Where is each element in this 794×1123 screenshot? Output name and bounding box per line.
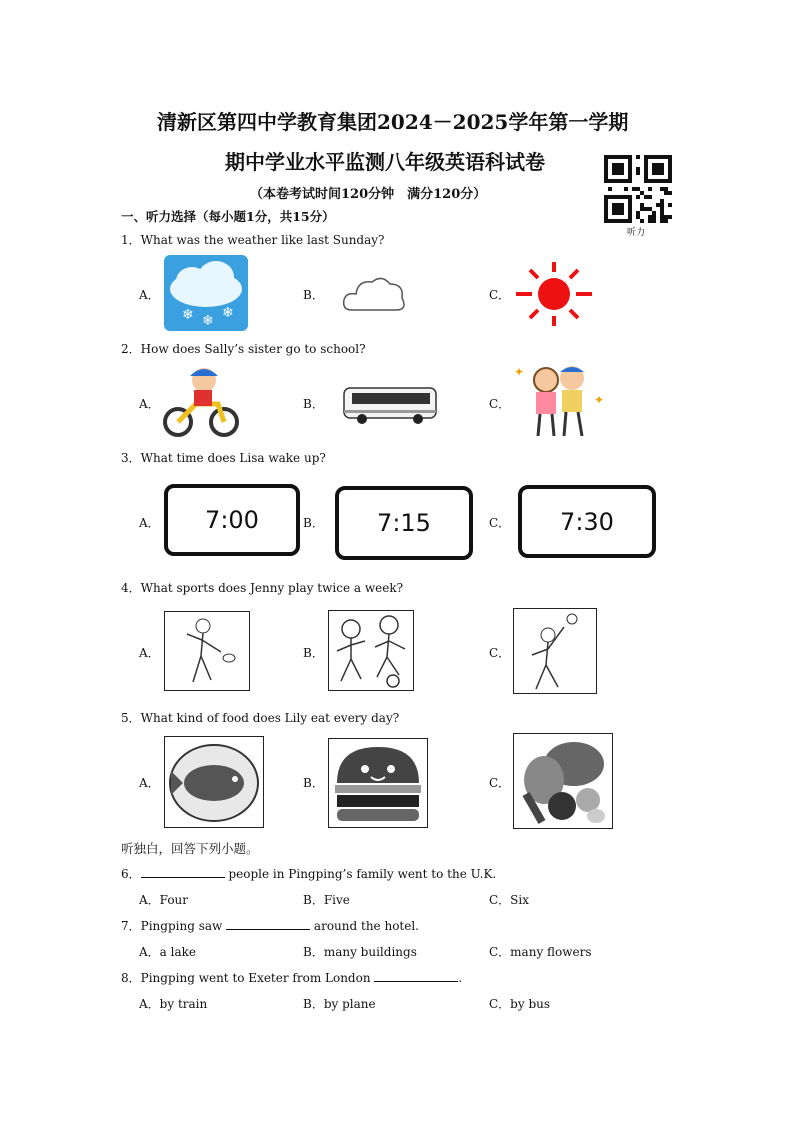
qr-code-icon[interactable] xyxy=(604,155,672,223)
q8-option-a[interactable]: A．by train xyxy=(139,997,208,1011)
q7-option-a[interactable]: A．a lake xyxy=(139,945,197,959)
question-number: 2． xyxy=(121,342,141,356)
q7-option-c[interactable]: C．many flowers xyxy=(489,945,592,959)
question-7 xyxy=(121,917,419,934)
bus-icon xyxy=(342,384,438,426)
soccer-players-icon xyxy=(328,610,414,691)
question-4 xyxy=(121,579,403,596)
question-text: people in Pingping’s family went to the U.K. xyxy=(224,867,497,881)
q1-option-b[interactable]: B． xyxy=(303,288,324,302)
question-text: What sports does Jenny play twice a week? xyxy=(140,581,404,595)
answer-blank[interactable] xyxy=(141,867,225,878)
q5-option-c[interactable]: C． xyxy=(489,776,511,790)
q8-option-b[interactable]: B．by plane xyxy=(303,997,376,1011)
q4-option-a[interactable]: A． xyxy=(139,646,160,660)
q8-option-c[interactable]: C．by bus xyxy=(489,997,551,1011)
monologue-intro: 听独白，回答下列小题。 xyxy=(121,841,259,856)
q2-option-a[interactable]: A． xyxy=(139,397,160,411)
svg-text:✦: ✦ xyxy=(514,365,525,379)
question-number: 3． xyxy=(121,451,141,465)
q6-option-a[interactable]: A．Four xyxy=(139,893,189,907)
q5-option-a[interactable]: A． xyxy=(139,776,160,790)
q2-option-b[interactable]: B． xyxy=(303,397,324,411)
sun-icon xyxy=(514,260,594,328)
question-text: What was the weather like last Sunday? xyxy=(140,233,385,247)
answer-blank[interactable] xyxy=(226,919,310,930)
exam-title-line1: 清新区第四中学教育集团2024－2025学年第一学期 xyxy=(157,110,629,134)
question-text-before: Pingping went to Exeter from London xyxy=(140,971,375,985)
question-text-after: around the hotel. xyxy=(310,919,419,933)
q2-option-c[interactable]: C． xyxy=(489,397,511,411)
question-text: How does Sally’s sister go to school? xyxy=(140,342,366,356)
question-number: 8． xyxy=(121,971,141,985)
q3-option-b[interactable]: B． xyxy=(303,516,324,530)
svg-text:❄: ❄ xyxy=(202,313,214,329)
question-number: 6． xyxy=(121,867,141,881)
q3-option-a[interactable]: A． xyxy=(139,516,160,530)
qr-label: 听力 xyxy=(627,228,646,238)
q1-option-a[interactable]: A． xyxy=(139,288,160,302)
question-number: 7． xyxy=(121,919,141,933)
clock-7-30: 7:30 xyxy=(518,485,656,558)
q6-option-b[interactable]: B．Five xyxy=(303,893,350,907)
question-text: What time does Lisa wake up? xyxy=(140,451,326,465)
question-text: What kind of food does Lily eat every day? xyxy=(140,711,400,725)
question-6 xyxy=(121,865,496,882)
q4-option-b[interactable]: B． xyxy=(303,646,324,660)
svg-text:✦: ✦ xyxy=(594,393,605,407)
question-3 xyxy=(121,449,326,466)
exam-title-line2: 期中学业水平监测八年级英语科试卷 xyxy=(225,150,545,174)
question-5 xyxy=(121,709,399,726)
answer-blank[interactable] xyxy=(374,971,458,982)
clock-7-15: 7:15 xyxy=(335,486,473,560)
cloud-icon xyxy=(340,270,408,316)
vegetables-icon xyxy=(513,733,613,829)
bicycle-rider-icon xyxy=(162,364,240,438)
q6-option-c[interactable]: C．Six xyxy=(489,893,530,907)
q7-option-b[interactable]: B．many buildings xyxy=(303,945,417,959)
q4-option-c[interactable]: C． xyxy=(489,646,511,660)
question-number: 1． xyxy=(121,233,141,247)
q3-option-c[interactable]: C． xyxy=(489,516,511,530)
svg-text:❄: ❄ xyxy=(182,307,194,323)
question-1 xyxy=(121,231,384,248)
snow-cloud-icon xyxy=(164,255,248,331)
q5-option-b[interactable]: B． xyxy=(303,776,324,790)
badminton-player-icon xyxy=(164,611,250,691)
question-text-after: . xyxy=(458,971,463,985)
question-number: 5． xyxy=(121,711,141,725)
exam-info: （本卷考试时间120分钟 满分120分） xyxy=(250,187,487,202)
burger-icon xyxy=(328,738,428,828)
fish-dish-icon xyxy=(164,736,264,828)
clock-7-00: 7:00 xyxy=(164,484,300,556)
svg-text:❄: ❄ xyxy=(222,305,234,321)
children-walking-icon xyxy=(512,360,608,442)
question-text-before: Pingping saw xyxy=(140,919,227,933)
q1-option-c[interactable]: C． xyxy=(489,288,511,302)
section-heading-listening: 一、听力选择（每小题1分，共15分） xyxy=(121,209,335,224)
volleyball-player-icon xyxy=(513,608,597,694)
question-number: 4． xyxy=(121,581,141,595)
question-2 xyxy=(121,340,366,357)
question-8 xyxy=(121,969,462,986)
